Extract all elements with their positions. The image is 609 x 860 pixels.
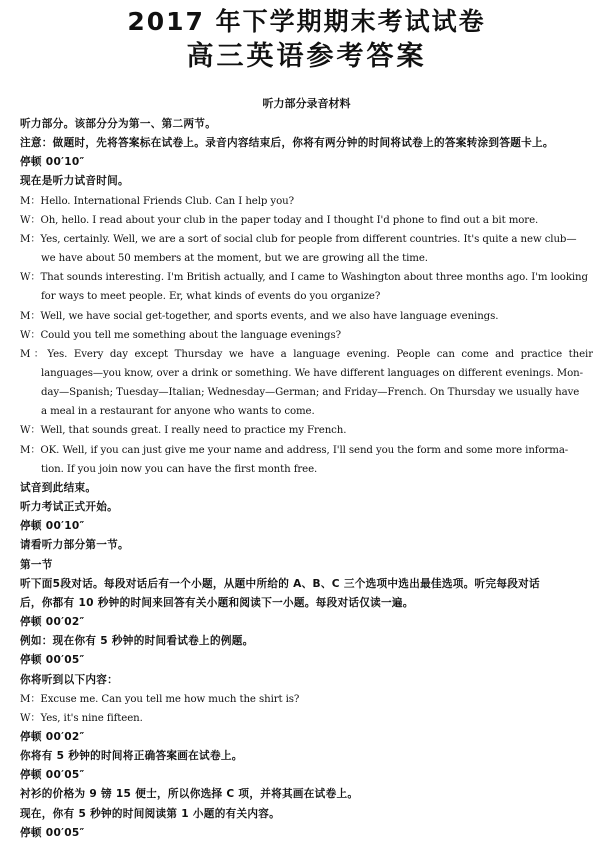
transcript-line: 听力考试正式开始。 xyxy=(20,501,119,514)
transcript-line: M：Yes, certainly. Well, we are a sort of social club for people from different countries. It's quite a new club— xyxy=(20,233,577,245)
transcript-line: W：Yes, it's nine fifteen. xyxy=(20,712,143,724)
transcript-line: 后，你都有 10 秒钟的时间来回答有关小题和阅读下一小题。每段对话仅读一遍。 xyxy=(20,596,414,609)
transcript-line: 第一节 xyxy=(20,558,53,571)
answer-key-subtitle: 高三英语参考答案 xyxy=(186,41,427,72)
transcript-line: 停顿 00′05″ xyxy=(20,826,85,839)
transcript-line: 现在，你有 5 秒钟的时间阅读第 1 小题的有关内容。 xyxy=(20,807,281,820)
transcript-line: 你将有 5 秒钟的时间将正确答案画在试卷上。 xyxy=(20,750,243,763)
transcript-line: W：Well, that sounds great. I really need to practice my French. xyxy=(20,425,347,437)
transcript-line: M：Hello. International Friends Club. Can I help you? xyxy=(20,195,294,207)
transcript-line: W：Oh, hello. I read about your club in the paper today and I thought I'd phone to find out a bit more. xyxy=(20,214,539,226)
transcript-line: 例如：现在你有 5 秒钟的时间看试卷上的例题。 xyxy=(20,635,254,648)
transcript-line: M：Excuse me. Can you tell me how much the shirt is? xyxy=(20,693,300,705)
transcript-line: 停顿 00′05″ xyxy=(20,769,85,782)
transcript-line: day—Spanish; Tuesday—Italian; Wednesday—German; and Friday—French. On Thursday we usually have xyxy=(41,387,580,399)
transcript-line: 停顿 00′05″ xyxy=(20,654,85,667)
transcript-line: 停顿 00′02″ xyxy=(20,730,85,743)
transcript-line: 停顿 00′10″ xyxy=(20,156,85,169)
transcript-line: M：Yes. Every day except Thursday we have a language evening. People can come and practice their xyxy=(20,348,593,360)
transcript-line: 衬衫的价格为 9 镑 15 便士，所以你选择 C 项，并将其画在试卷上。 xyxy=(20,788,359,801)
transcript-line: M：OK. Well, if you can just give me your name and address, I'll send you the form and some more informa- xyxy=(20,444,569,456)
transcript-line: W：Could you tell me something about the language evenings? xyxy=(20,329,341,341)
transcript-line: 停顿 00′02″ xyxy=(20,616,85,629)
transcript-line: 听力部分。该部分分为第一、第二两节。 xyxy=(20,118,217,130)
transcript-line: 请看听力部分第一节。 xyxy=(20,539,129,552)
transcript-line: 现在是听力试音时间。 xyxy=(20,175,129,188)
transcript-line: tion. If you join now you can have the first month free. xyxy=(41,463,318,475)
transcript-line: languages—you know, over a drink or something. We have different languages on different evenings. Mon- xyxy=(41,368,583,380)
transcript-line: a meal in a restaurant for anyone who wants to come. xyxy=(41,406,315,418)
section-heading: 听力部分录音材料 xyxy=(262,97,351,110)
exam-title: 2017 年下学期期末考试试卷 xyxy=(127,7,486,36)
transcript-line: for ways to meet people. Er, what kinds of events do you organize? xyxy=(41,291,381,303)
transcript-line: 听下面5段对话。每段对话后有一个小题，从题中所给的 A、B、C 三个选项中选出最佳选项。听完每段对话 xyxy=(20,577,540,590)
transcript-line: W：That sounds interesting. I'm British actually, and I came to Washington about three months ago. I'm looking xyxy=(20,272,588,284)
transcript-line: 试音到此结束。 xyxy=(20,481,97,494)
transcript-line: 你将听到以下内容： xyxy=(20,673,119,686)
transcript-body xyxy=(20,115,593,843)
transcript-line: M：Well, we have social get-together, and sports events, and we also have language evenings. xyxy=(20,310,499,322)
transcript-line: 注意：做题时，先将答案标在试卷上。录音内容结束后，你将有两分钟的时间将试卷上的答案转涂到答题卡上。 xyxy=(20,137,554,150)
transcript-line: we have about 50 members at the moment, but we are growing all the time. xyxy=(41,253,428,265)
transcript-line: 停顿 00′10″ xyxy=(20,520,85,533)
